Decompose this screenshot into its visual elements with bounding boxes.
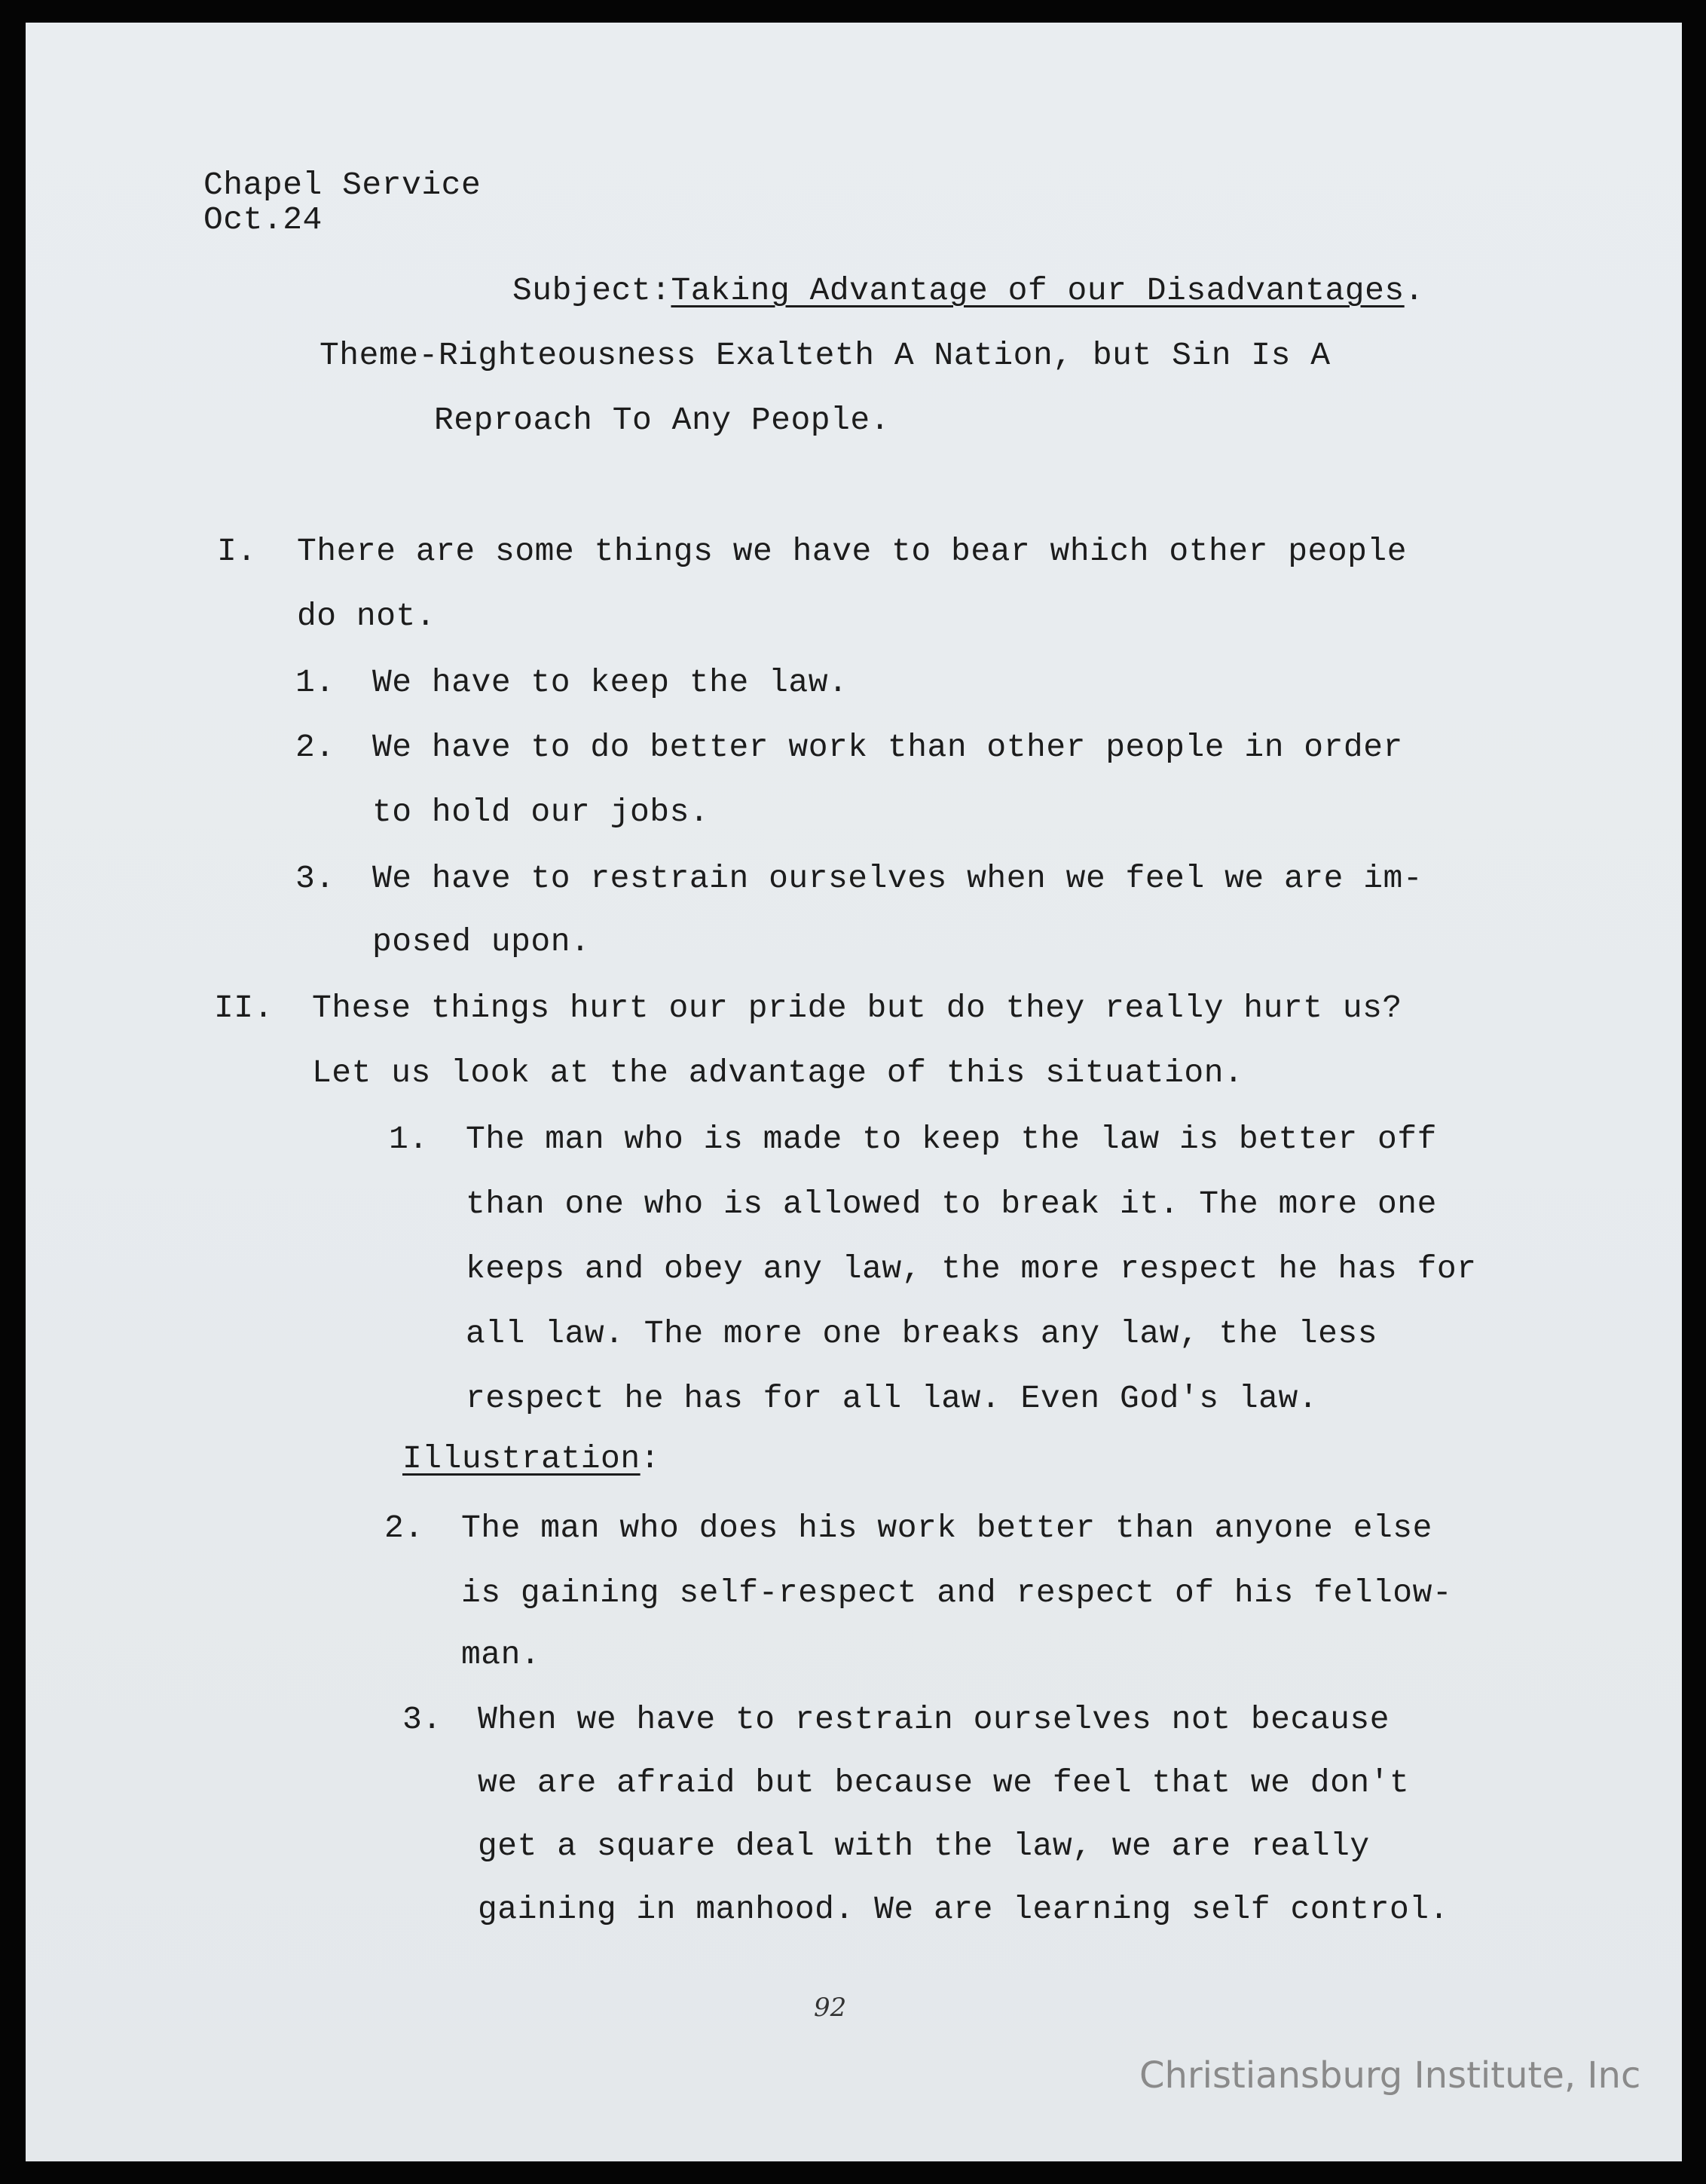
illustration-label: Illustration	[402, 1440, 641, 1477]
section-1-item-1-number: 1.	[295, 664, 335, 701]
header-date: Oct.24	[203, 201, 323, 238]
illustration-colon: :	[640, 1440, 660, 1477]
subject-end: .	[1404, 272, 1425, 309]
section-2-item-3-line-1: When we have to restrain ourselves not because	[478, 1701, 1390, 1738]
section-2-item-1-line-1: The man who is made to keep the law is better off	[466, 1121, 1437, 1158]
section-2-line-2: Let us look at the advantage of this situation.	[312, 1054, 1244, 1091]
section-2-numeral: II.	[214, 990, 274, 1026]
section-2-item-1-line-3: keeps and obey any law, the more respect he has for	[466, 1250, 1477, 1287]
section-2-item-3-line-2: we are afraid but because we feel that we don't	[478, 1764, 1410, 1801]
section-2-item-1-line-4: all law. The more one breaks any law, the less	[466, 1315, 1377, 1352]
section-1-numeral: I.	[217, 533, 257, 570]
theme-line-2: Reproach To Any People.	[434, 402, 890, 439]
section-2-item-2-number: 2.	[384, 1510, 424, 1546]
section-2-item-1-number: 1.	[389, 1121, 429, 1158]
theme-line-1: Theme-Righteousness Exalteth A Nation, but Sin Is A	[319, 337, 1331, 374]
section-2-item-2-line-2: is gaining self-respect and respect of his fellow-	[461, 1574, 1453, 1611]
section-2-item-2-line-3: man.	[461, 1636, 541, 1673]
section-1-item-3-line-1: We have to restrain ourselves when we feel we are im-	[372, 860, 1423, 897]
header-title: Chapel Service	[203, 167, 482, 203]
section-2-item-3-line-3: get a square deal with the law, we are really	[478, 1828, 1370, 1864]
section-2-line-1: These things hurt our pride but do they really hurt us?	[312, 990, 1402, 1026]
section-1-line-2: do not.	[297, 598, 436, 635]
watermark-text: Christiansburg Institute, Inc	[1139, 2054, 1641, 2097]
section-1-item-2-line-2: to hold our jobs.	[372, 794, 710, 830]
section-1-item-3-number: 3.	[295, 860, 335, 897]
section-2-item-2-line-1: The man who does his work better than anyone else	[461, 1510, 1432, 1546]
subject-line	[512, 271, 1424, 310]
section-1-item-1-line-1: We have to keep the law.	[372, 664, 848, 701]
section-1-item-2-line-1: We have to do better work than other people in order	[372, 729, 1403, 766]
section-1-item-2-number: 2.	[295, 729, 335, 766]
illustration-heading	[402, 1439, 660, 1479]
section-2-item-1-line-5: respect he has for all law. Even God's law.	[466, 1380, 1319, 1417]
section-2-item-3-line-4: gaining in manhood. We are learning self control.	[478, 1891, 1449, 1928]
section-2-item-3-number: 3.	[402, 1701, 442, 1738]
section-1-line-1: There are some things we have to bear which other people	[297, 533, 1408, 570]
subject-label: Subject:	[512, 272, 671, 309]
document-page	[26, 23, 1682, 2161]
section-1-item-3-line-2: posed upon.	[372, 923, 591, 960]
subject-title: Taking Advantage of our Disadvantages	[671, 272, 1405, 309]
page-number: 92	[814, 1993, 847, 2023]
section-2-item-1-line-2: than one who is allowed to break it. The more one	[466, 1185, 1437, 1222]
